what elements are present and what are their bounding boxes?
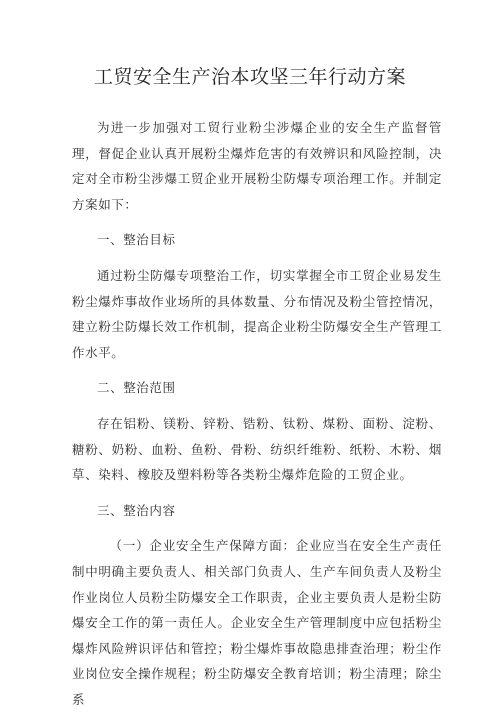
- section-text-goal: 通过粉尘防爆专项整治工作，切实掌握全市工贸企业易发生粉尘爆炸事故作业场所的具体数量、分布情况及粉尘管控情况，建立粉尘防爆长效工作机制，提高企业粉尘防爆安全生产管理工作水平。: [72, 267, 442, 360]
- spacer: [72, 523, 442, 533]
- document-title: 工贸安全生产治本攻坚三年行动方案: [93, 66, 406, 88]
- spacer: [72, 365, 442, 375]
- section-goal: [72, 227, 442, 365]
- section-content: [72, 498, 442, 712]
- spacer: [72, 253, 442, 263]
- spacer: [72, 488, 442, 498]
- section-text-scope: 存在铝粉、镁粉、锌粉、锆粉、钛粉、煤粉、面粉、淀粉、糖粉、奶粉、血粉、鱼粉、骨粉、纺织纤维粉、纸粉、木粉、烟草、染料、橡胶及塑料粉等各类粉尘爆炸危险的工贸企业。: [72, 415, 442, 483]
- document-body: [72, 115, 442, 712]
- section-scope: [72, 375, 442, 487]
- section-text-content: （一）企业安全生产保障方面：企业应当在安全生产责任制中明确主要负责人、相关部门负责人、生产车间负责人及粉尘作业岗位人员粉尘防爆安全工作职责，企业主要负责人是粉尘防爆安全工作的第一责任人。企业安全生产管理制度中应包括粉尘爆炸风险辨识评估和管控；粉尘爆炸事故隐患排查治理；粉尘作业岗位安全操作规程；粉尘防爆安全教育培训；粉尘清理；除尘系: [72, 538, 442, 707]
- section-heading-content: 三、整治内容: [97, 502, 176, 518]
- intro-paragraph: 为进一步加强对工贸行业粉尘涉爆企业的安全生产监督管理，督促企业认真开展粉尘爆炸危害的有效辨识和风险控制，决定对全市粉尘涉爆工贸企业开展粉尘防爆专项治理工作。并制定方案如下：: [72, 120, 442, 212]
- spacer: [72, 217, 442, 227]
- spacer: [72, 401, 442, 411]
- section-heading-goal: 一、整治目标: [97, 232, 176, 248]
- section-heading-scope: 二、整治范围: [97, 380, 176, 396]
